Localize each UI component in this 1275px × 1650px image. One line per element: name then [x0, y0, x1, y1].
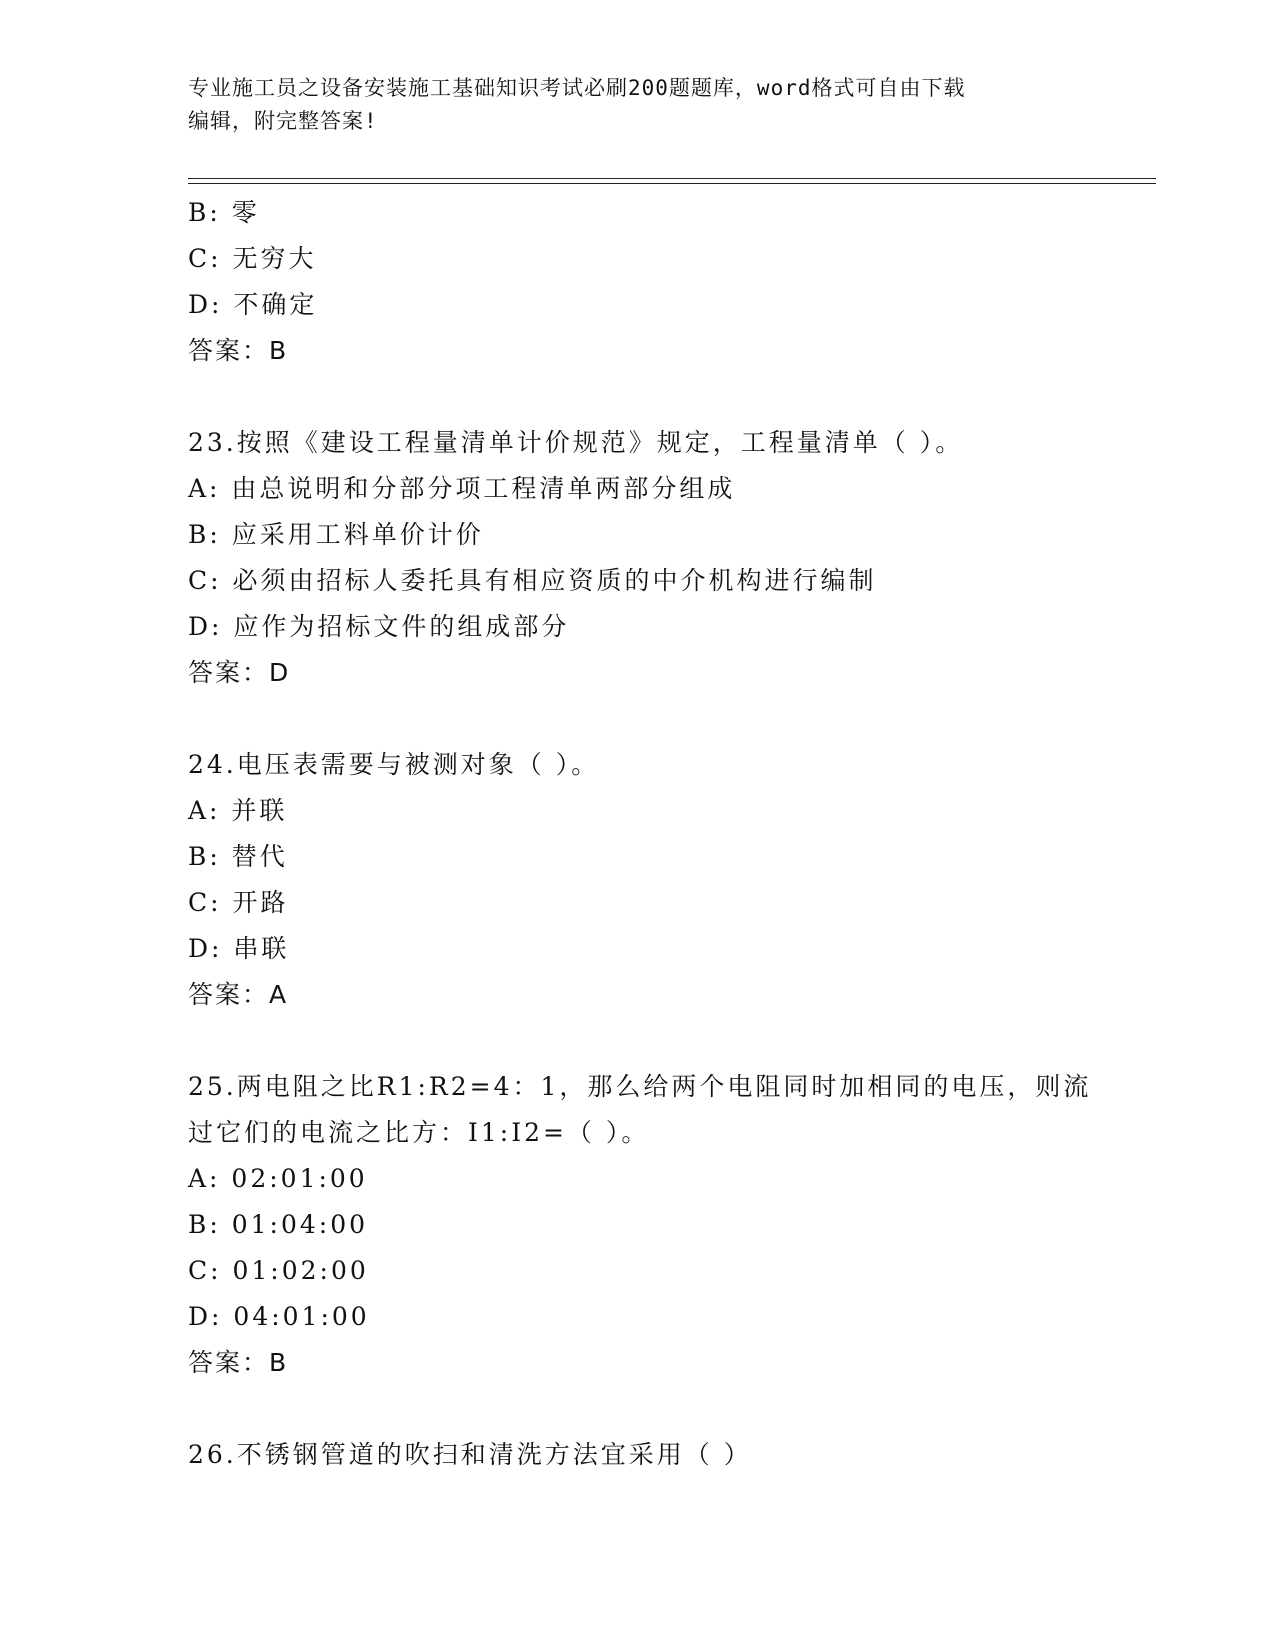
question-22-continued	[188, 190, 1156, 374]
spacer	[188, 1386, 1156, 1432]
header-divider-top	[188, 178, 1156, 179]
option-b: B: 零	[188, 198, 260, 227]
option-a: A: 02:01:00	[188, 1164, 368, 1193]
option-b: B: 替代	[188, 842, 288, 871]
option-d: D: 不确定	[188, 290, 318, 319]
header-divider-bottom	[188, 183, 1156, 184]
document-header	[188, 72, 1088, 138]
question-23	[188, 420, 1156, 696]
answer-line: 答案：A	[188, 980, 289, 1009]
answer-line: 答案：B	[188, 336, 289, 365]
option-d: D: 04:01:00	[188, 1302, 370, 1331]
option-c: C: 开路	[188, 888, 289, 917]
option-d: D: 应作为招标文件的组成部分	[188, 612, 570, 641]
question-stem-line-2: 过它们的电流之比方：I1:I2=（ ）。	[188, 1118, 650, 1147]
option-b: B: 01:04:00	[188, 1210, 369, 1239]
option-a: A: 由总说明和分部分项工程清单两部分组成	[188, 474, 736, 503]
option-d: D: 串联	[188, 934, 290, 963]
spacer	[188, 1018, 1156, 1064]
question-24	[188, 742, 1156, 1018]
option-c: C: 无穷大	[188, 244, 317, 273]
document-body	[188, 190, 1156, 1478]
question-stem: 26.不锈钢管道的吹扫和清洗方法宜采用（ ）	[188, 1440, 752, 1469]
header-line-2: 编辑，附完整答案!	[188, 109, 378, 133]
question-26	[188, 1432, 1156, 1478]
option-b: B: 应采用工料单价计价	[188, 520, 484, 549]
question-25	[188, 1064, 1156, 1386]
question-stem: 24.电压表需要与被测对象（ ）。	[188, 750, 600, 779]
question-stem-line-1: 25.两电阻之比R1:R2=4：1，那么给两个电阻同时加相同的电压，则流	[188, 1072, 1092, 1101]
answer-line: 答案：D	[188, 658, 291, 687]
spacer	[188, 374, 1156, 420]
option-c: C: 01:02:00	[188, 1256, 369, 1285]
spacer	[188, 696, 1156, 742]
header-line-1: 专业施工员之设备安装施工基础知识考试必刷200题题库，word格式可自由下载	[188, 76, 966, 100]
option-c: C: 必须由招标人委托具有相应资质的中介机构进行编制	[188, 566, 877, 595]
question-stem: 23.按照《建设工程量清单计价规范》规定，工程量清单（ ）。	[188, 428, 964, 457]
answer-line: 答案：B	[188, 1348, 289, 1377]
option-a: A: 并联	[188, 796, 288, 825]
